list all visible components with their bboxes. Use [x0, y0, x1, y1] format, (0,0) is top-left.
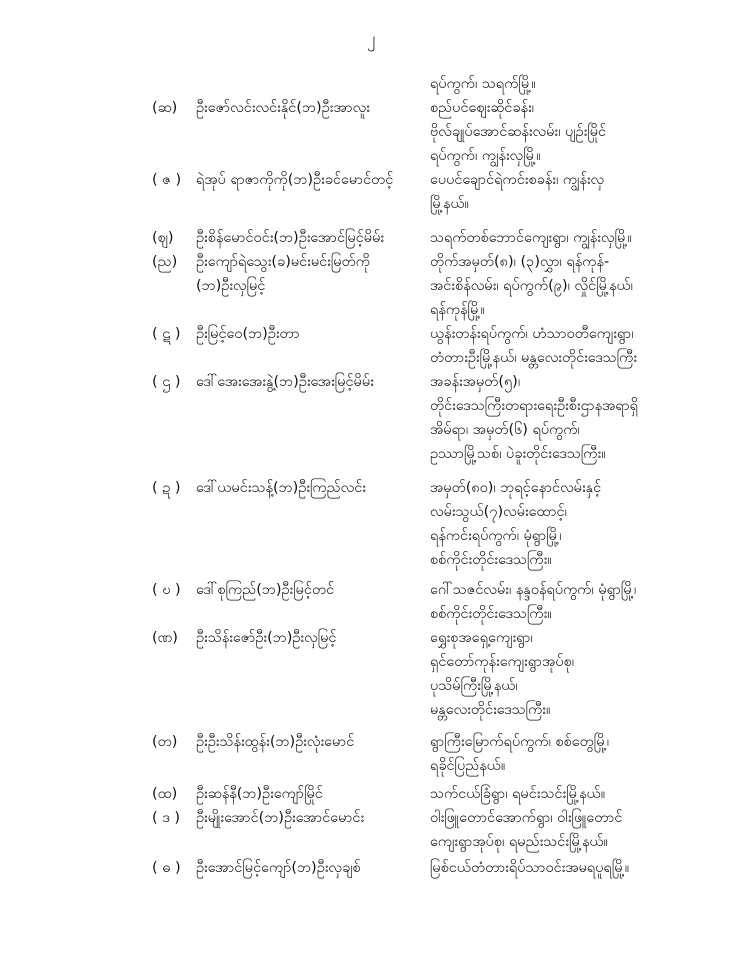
entry-number: ( ဇ ) [152, 172, 182, 188]
entry-address-line: တိုက်အမှတ်(၈)၊ (၃)လွှာ၊ ရန်ကုန်- [430, 254, 610, 270]
entry-address [430, 226, 632, 250]
entry-address-line: ရန်ကုန်မြို့။ [430, 302, 485, 318]
entry-address-line: ဗိုလ်ချုပ်အောင်ဆန်းလမ်း၊ ပျဉ်းမြိုင် [430, 124, 607, 140]
entry-address-line: တိုင်းဒေသကြီးတရားရေးဦးစီးဌာနအရာရှိ [430, 398, 638, 414]
entry-name [196, 370, 374, 394]
entry-name [196, 322, 300, 346]
entry-address-line: ရှင်တော်ကုန်းကျေးရွာအုပ်စု၊ [430, 654, 575, 670]
entry-name-line: ဦးမြင့်ဝေ(ဘ)ဦးတာ [196, 326, 300, 342]
entry-address-line: ပုသိမ်ကြီးမြို့နယ်၊ [430, 678, 518, 694]
entry-address-line: တံတားဦးမြို့နယ်၊ မန္တလေးတိုင်းဒေသကြီး [430, 350, 638, 366]
page-number: ၂ [366, 29, 376, 49]
entry-address-line: စစ်ကိုင်းတိုင်းဒေသကြီး။ [430, 606, 552, 622]
entry-name-line: ဦးအောင်မြင့်ကျော်(ဘ)ဦးလှချစ် [196, 860, 361, 876]
entry-number: ( ဓ ) [152, 860, 181, 876]
entry-address [430, 168, 604, 216]
entry-name-line: ဦးဦးသိန်းထွန်း(ဘ)ဦးလုံးမောင် [196, 734, 355, 750]
entry-address-line: ဂေါ်သဇင်လမ်း၊ နန္ဒဝန်ရပ်ကွက်၊ မုံရွာမြို့၊ [430, 582, 637, 598]
entry-name-line: ဦးဆန်နီ(ဘ)ဦးကျော်မြိုင် [196, 786, 323, 802]
entry-number: (ဈ) [152, 230, 174, 246]
entry-address [430, 856, 629, 880]
entry-address-line: သက်ငယ်ခြံရွာ၊ ရမင်းသင်းမြို့နယ်။ [430, 786, 606, 802]
entry-address-line: ရခိုင်ပြည်နယ်။ [430, 758, 506, 774]
entry-name [196, 806, 364, 830]
entry-address [430, 322, 637, 370]
entry-address-line: ရပ်ကွက်၊ ကျွန်းလှမြို့။ [430, 148, 541, 164]
entry-name [196, 168, 393, 192]
entry-name [196, 626, 336, 650]
entry-address-line: မြို့နယ်။ [430, 196, 469, 212]
entry-address [430, 96, 606, 168]
entry-address-line: အင်းစိန်လမ်း၊ ရပ်ကွက်(၉)၊ လှိုင်မြို့နယ်၊ [430, 278, 633, 294]
entry-address-line: ရွှေးစုအရှေ့ကျေးရွာ၊ [430, 630, 533, 646]
entry-number: ( ဍ ) [152, 480, 181, 496]
entry-number: ( ဒ ) [152, 810, 181, 826]
entry-address [430, 476, 601, 572]
entry-name [196, 226, 384, 250]
entry-address-line: ပေပင်ချောင်ရဲကင်းစခန်း၊ ကျွန်းလှ [430, 172, 605, 188]
entry-name [196, 730, 354, 754]
entry-address-line: ဝါးဖြူတောင်အောက်ရွာ၊ ဝါးဖြူတောင် [430, 810, 623, 826]
entry-address-line: စည်ပင်ဈေးဆိုင်ခန်း၊ [430, 100, 534, 116]
entry-number: (တ) [152, 734, 178, 750]
entry-name-line: ဦးစိန်မောင်ဝင်း(ဘ)ဦးအောင်မြင့်မိမ်း [196, 230, 385, 246]
entry-address [430, 626, 574, 722]
entry-address [430, 782, 605, 806]
entry-address [430, 72, 536, 96]
entry-name-line: ဦးသိန်းဇော်ဦး(ဘ)ဦးလှမြင့် [196, 630, 337, 646]
entry-number: ( ဌ ) [152, 374, 181, 390]
entry-address-line: သရက်တစ်ဘောင်ကျေးရွာ၊ ကျွန်းလှမြို့။ [430, 230, 632, 246]
entry-address-line: မြစ်ငယ်တံတားရိပ်သာဝင်းအမရပူရမြို့။ [430, 860, 630, 876]
entry-number: ( ဋ ) [152, 326, 181, 342]
entry-address-line: ရပ်ကွက်၊ သရက်မြို့။ [430, 76, 536, 92]
entry-name [196, 96, 370, 120]
entry-address-line: လမ်းသွယ်(၇)လမ်းထောင့်၊ [430, 504, 567, 520]
entry-address-line: အိမ်ရာ၊ အမှတ်(၆) ရပ်ကွက်၊ [430, 422, 580, 438]
entry-name-line: ဒေါ်အေးအေးနွဲ့(ဘ)ဦးအေးမြင့်မိမ်း [196, 374, 374, 390]
entry-address-line: ရွာကြီးမြောက်ရပ်ကွက်၊ စစ်တွေမြို့၊ [430, 734, 610, 750]
entry-name-line: ဦးကျော်ရဲသွေး(ခ)မင်းမင်းမြတ်ကို [196, 254, 370, 270]
entry-address [430, 578, 636, 626]
entry-address [430, 806, 622, 854]
entry-name-line: ဒေါ်ယမင်းသန့်(ဘ)ဦးကြည်လင်း [196, 480, 366, 496]
entry-address-line: အခန်းအမှတ်(၅)၊ [430, 374, 521, 390]
entry-address-line: ဥဿာမြို့သစ်၊ ပဲခူးတိုင်းဒေသကြီး။ [430, 446, 606, 462]
entry-name [196, 578, 334, 602]
entry-number: (ထ) [152, 786, 178, 802]
entry-address-line: ယွန်းတန်းရပ်ကွက်၊ ဟံသာဝတီကျေးရွာ၊ [430, 326, 634, 342]
entry-address-line: အမှတ်(၈၀)၊ ဘုရင့်နောင်လမ်းနှင့် [430, 480, 602, 496]
entry-address-line: ကျေးရွာအုပ်စု၊ ရမည်းသင်းမြို့နယ်။ [430, 834, 608, 850]
entry-address [430, 250, 633, 322]
entry-name-line: ဦးဇော်လင်းလင်းနိုင်(ဘ)ဦးအာလူး [196, 100, 370, 116]
entry-number: (ဆ) [152, 100, 178, 116]
entry-name-line: ရဲအုပ် ရာဇာကိုကို(ဘ)ဦးခင်မောင်တင့် [196, 172, 394, 188]
entry-name [196, 476, 366, 500]
entry-name-line: ဒေါ်စုကြည်(ဘ)ဦးမြင့်တင် [196, 582, 335, 598]
entry-name [196, 782, 323, 806]
entry-name [196, 250, 370, 298]
entry-name-line: ဦးမျိုးအောင်(ဘ)ဦးအောင်မောင်း [196, 810, 365, 826]
entry-number: (ည) [152, 254, 178, 270]
entry-number: (ဏ) [152, 630, 178, 646]
entry-name-line: (ဘ)ဦးလှမြင့် [196, 278, 266, 294]
entry-name [196, 856, 361, 880]
entry-address [430, 370, 638, 466]
entry-address-line: စစ်ကိုင်းတိုင်းဒေသကြီး။ [430, 552, 552, 568]
entry-address [430, 730, 609, 778]
entry-address-line: မန္တလေးတိုင်းဒေသကြီး။ [430, 702, 551, 718]
entry-address-line: ရန်ကင်းရပ်ကွက်၊ မုံရွာမြို့၊ [430, 528, 562, 544]
entry-number: ( ဎ ) [152, 582, 181, 598]
